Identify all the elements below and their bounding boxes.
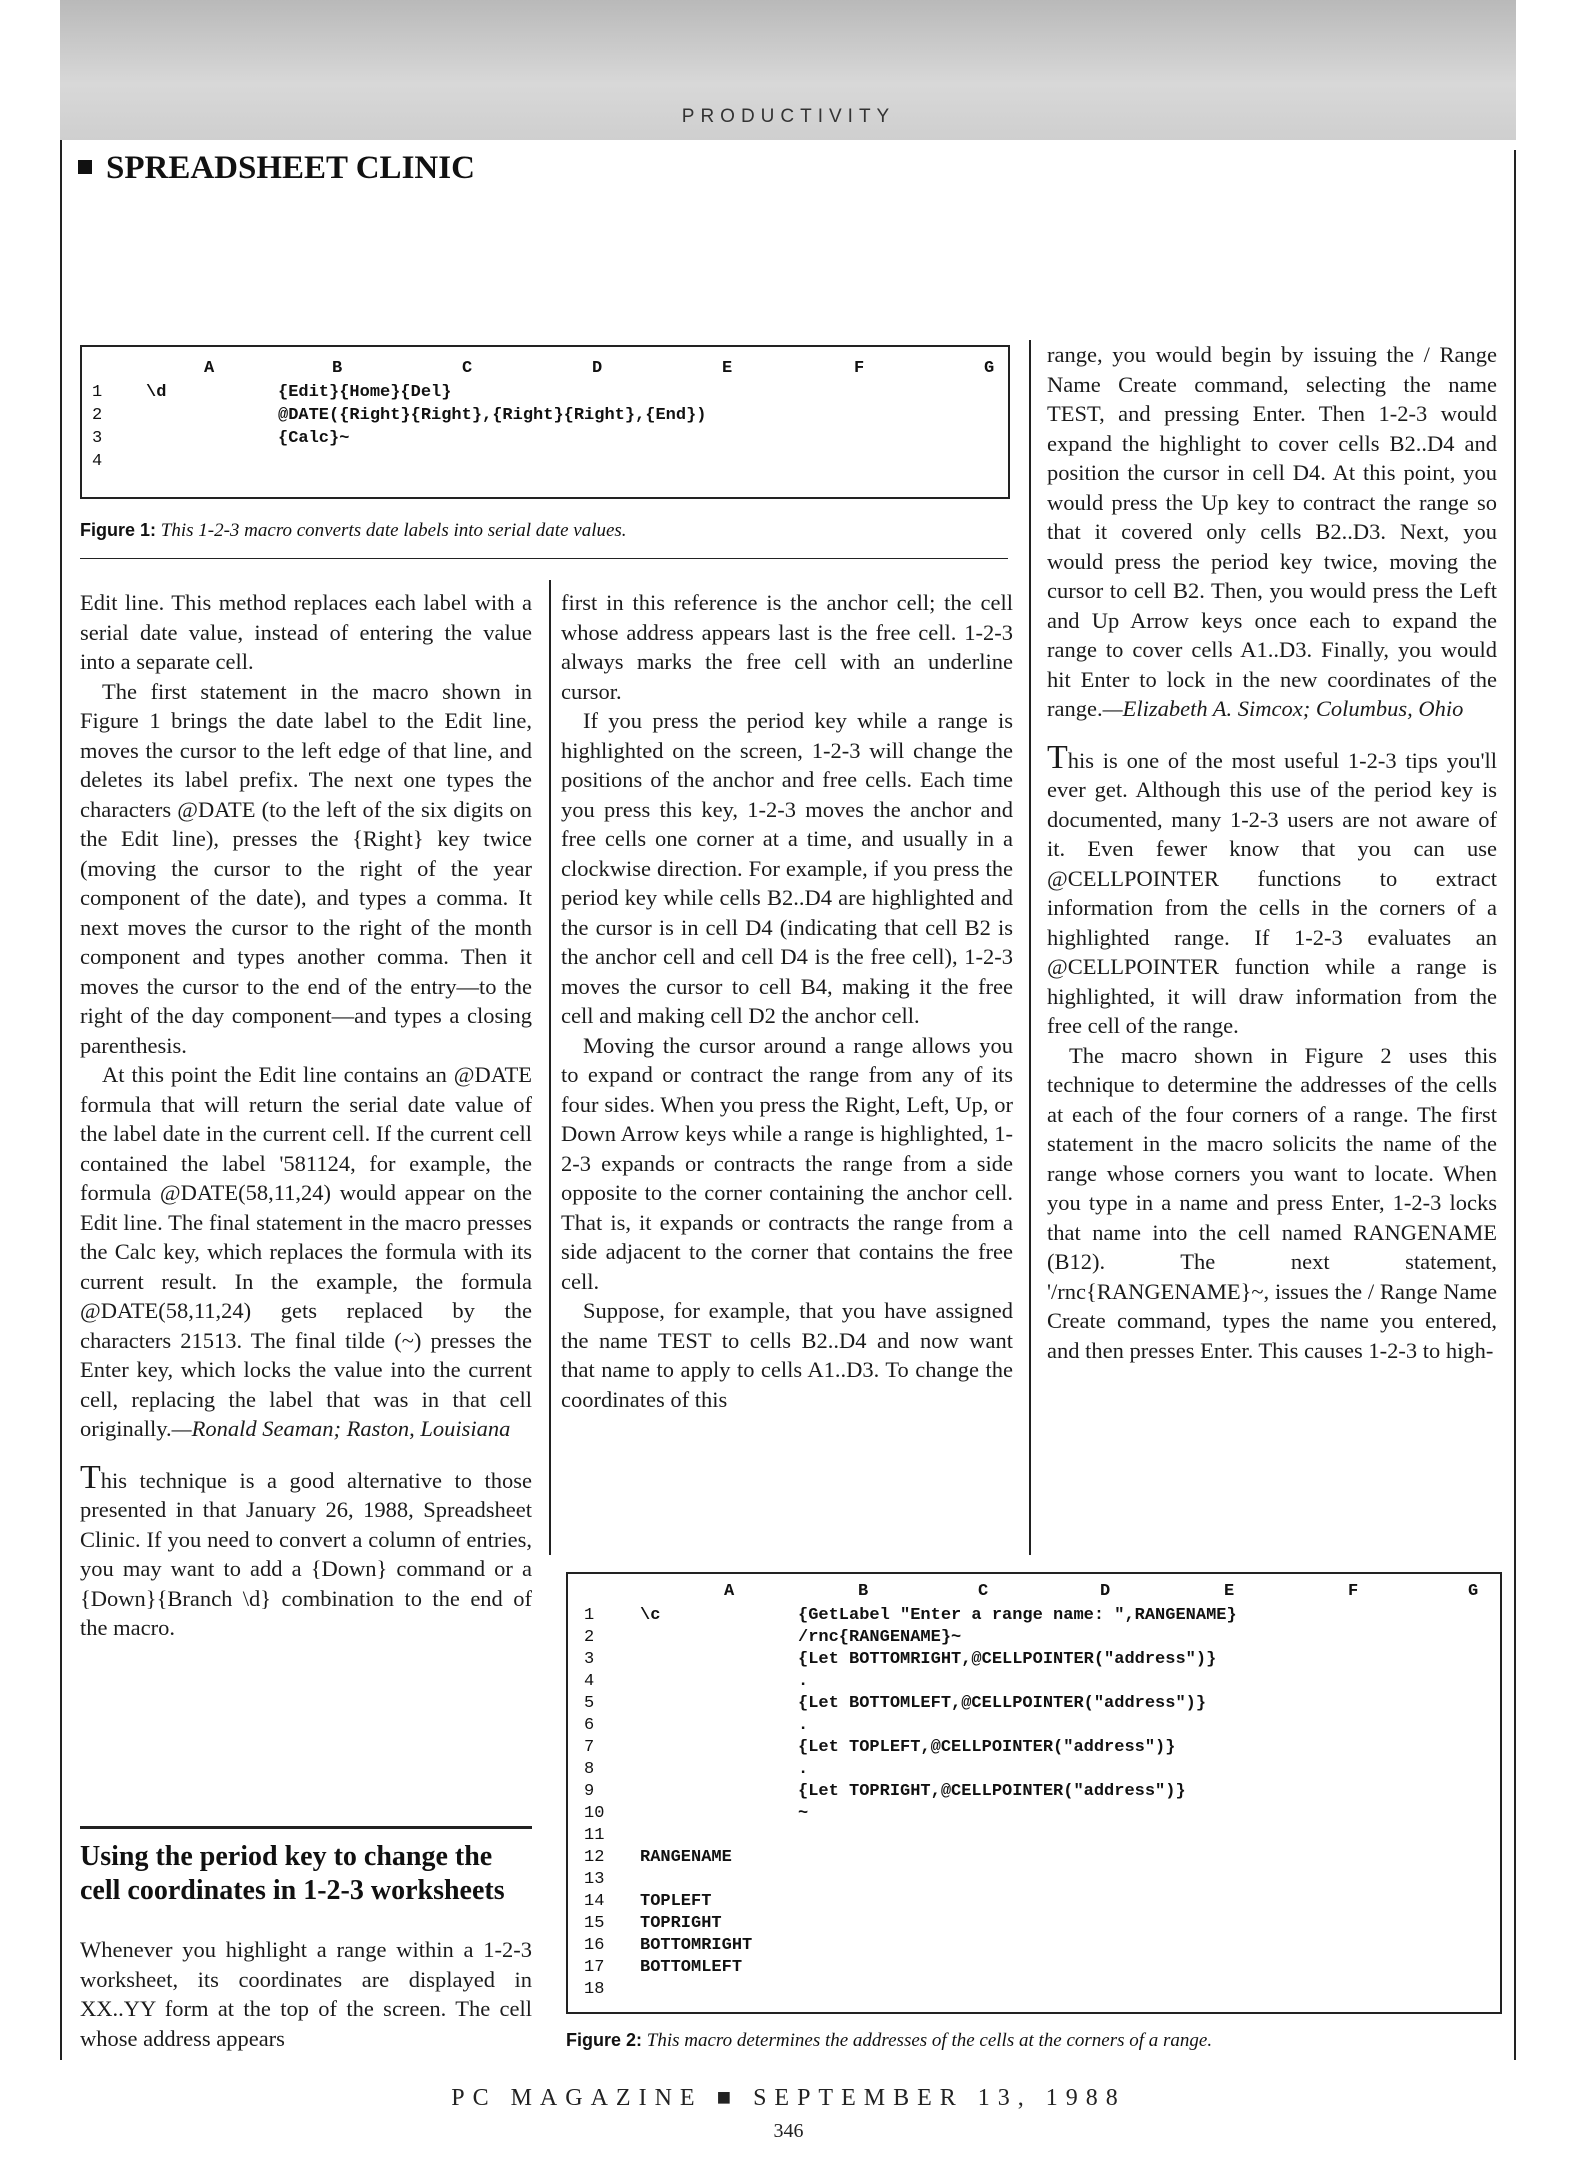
fig2-label-cell: BOTTOMLEFT [640,1958,743,1977]
fig2-row-number: 7 [584,1738,595,1757]
article-column-1 [80,588,532,1643]
fig1-row-number: 3 [92,429,103,448]
paragraph: Moving the cursor around a range allows you to expand or contract the range from any of its four sides. When you press the Right, Left, Up, or Down Arrow keys while a range is highlighted, 1-2-3 expands or contracts the range from a side opposite to the corner containing the anchor cell. That is, it expands or contracts the range from a side adjacent to the corner that contains the free cell. [561,1032,1013,1294]
figure1-rule [80,558,1008,559]
fig2-row-number: 11 [584,1826,605,1845]
fig2-row-number: 1 [584,1606,595,1625]
figure2-caption-text: This macro determines the addresses of the cells at the corners of a range. [646,2030,1213,2051]
subhead-rule [80,1826,532,1829]
article-column-2 [561,588,1013,1414]
fig2-row-number: 3 [584,1650,595,1669]
fig2-col-header: C [978,1582,989,1601]
paragraph: This technique is a good alternative to those presented in that January 26, 1988, Spreadsheet Clinic. If you need to convert a column of entries, you may want to add a {Down} command or a {Down}{Branch \d} combination to the end of the macro. [80,1458,532,1640]
fig2-row-number: 12 [584,1848,605,1867]
fig1-row-number: 1 [92,383,103,402]
paragraph: Whenever you highlight a range within a 1-2-3 worksheet, its coordinates are displayed in XX..YY form at the top of the screen. The cell whose address appears [80,1937,532,2051]
fig2-col-header: E [1224,1582,1235,1601]
fig2-row-number: 5 [584,1694,595,1713]
fig2-label-cell: BOTTOMRIGHT [640,1936,753,1955]
col-divider-2 [1029,340,1031,1555]
paragraph: Suppose, for example, that you have assigned the name TEST to cells B2..D4 and now want that name to apply to cells A1..D3. To change the coordinates of this [561,1298,1013,1412]
bullet-square-icon [78,160,92,174]
fig2-row-number: 6 [584,1716,595,1735]
paragraph: Edit line. This method replaces each label with a serial date value, instead of entering the value into a separate cell. [80,590,532,674]
fig2-row-number: 16 [584,1936,605,1955]
column-title: SPREADSHEET CLINIC [78,150,475,187]
article-column-1-end [80,1935,532,2053]
footer-separator-icon: ■ [716,2085,740,2111]
byline: —Elizabeth A. Simcox; Columbus, Ohio [1102,696,1464,721]
fig2-code-line: {Let BOTTOMRIGHT,@CELLPOINTER("address")} [798,1650,1217,1669]
fig1-cell-a1: \d [146,383,167,402]
figure1-caption-label: Figure 1: [80,520,157,540]
fig1-col-header: A [204,359,215,378]
fig1-col-header: B [332,359,343,378]
fig2-code-line: {Let TOPRIGHT,@CELLPOINTER("address")} [798,1782,1186,1801]
fig1-col-header: C [462,359,473,378]
left-rule [60,140,62,2060]
fig1-row-number: 4 [92,452,103,471]
paragraph: first in this reference is the anchor cell; the cell whose address appears last is the free cell. 1-2-3 always marks the free cell with an underline cursor. [561,590,1013,704]
paragraph: At this point the Edit line contains an @DATE formula that will return the serial date value of the label date in the current cell. If the current cell contained the label '581124, for example, the formula @DATE(58,11,24) would appear on the Edit line. The final statement in the macro presses the Calc key, which replaces the formula with its current result. In the example, the formula @DATE(58,11,24) gets replaced by the characters 21513. The final tilde (~) presses the Enter key, which locks the value into the current cell, replacing the label that was in that cell originally.—Ronald Seaman; Raston, Louisiana [80,1062,532,1441]
figure1-caption [80,520,627,542]
paragraph: If you press the period key while a range is highlighted on the screen, 1-2-3 will change the positions of the anchor and free cells. Each time you press this key, 1-2-3 moves the anchor and free cells one corner at a time, and usually in a clockwise direction. For example, if you press the period key while cells B2..D4 are highlighted and the cursor is in cell D4 (indicating that cell B2 is the anchor cell and cell D4 is the free cell), 1-2-3 moves the cursor to cell B4, making it the free cell and making cell D2 the anchor cell. [561,708,1013,1028]
fig2-row-number: 9 [584,1782,595,1801]
fig2-row-number: 14 [584,1892,605,1911]
fig2-label-cell: TOPLEFT [640,1892,712,1911]
figure1-box [80,345,1010,499]
fig2-code-line: /rnc{RANGENAME}~ [798,1628,962,1647]
fig2-label-cell: TOPRIGHT [640,1914,722,1933]
fig2-row-number: 18 [584,1980,605,1999]
fig1-code-line: {Edit}{Home}{Del} [278,383,452,402]
fig1-code-line: @DATE({Right}{Right},{Right}{Right},{End}) [278,406,707,425]
section-label: PRODUCTIVITY [681,106,896,127]
fig2-code-line: . [798,1716,809,1735]
drop-letter: T [80,1458,101,1496]
byline: —Ronald Seaman; Raston, Louisiana [171,1416,511,1441]
article-column-3 [1047,340,1497,1365]
fig1-col-header: D [592,359,603,378]
paragraph: The macro shown in Figure 2 uses this technique to determine the addresses of the cells at each of the four corners of a range. The first statement in the macro solicits the name of the range whose corners you want to locate. When you type in a name and press Enter, 1-2-3 locks that name into the cell named RANGENAME (B12). The next statement, '/rnc{RANGENAME}~, issues the / Range Name Create command, types the name you entered, and then presses Enter. This causes 1-2-3 to high- [1047,1042,1497,1363]
footer-date: SEPTEMBER 13, 1988 [753,2085,1126,2111]
fig2-label-cell: RANGENAME [640,1848,732,1867]
fig1-code-line: {Calc}~ [278,429,350,448]
fig2-row-number: 10 [584,1804,605,1823]
drop-letter: T [1047,738,1068,776]
figure2-box [566,1572,1502,2014]
fig2-code-line: ~ [798,1804,809,1823]
fig2-row-number: 2 [584,1628,595,1647]
fig2-col-header: B [858,1582,869,1601]
fig2-code-line: . [798,1672,809,1691]
fig2-col-header: D [1100,1582,1111,1601]
fig1-row-number: 2 [92,406,103,425]
fig2-col-header: F [1348,1582,1359,1601]
fig2-code-line: {GetLabel "Enter a range name: ",RANGENAME} [798,1606,1237,1625]
fig2-row-number: 15 [584,1914,605,1933]
fig2-row-number: 4 [584,1672,595,1691]
fig2-row-number: 17 [584,1958,605,1977]
figure2-caption [566,2030,1212,2052]
right-rule [1514,150,1516,2060]
figure2-caption-label: Figure 2: [566,2030,643,2050]
fig2-row-number: 13 [584,1870,605,1889]
col-divider-1 [549,580,551,1555]
paragraph: This is one of the most useful 1-2-3 tips you'll ever get. Although this use of the period key is documented, many 1-2-3 users are not aware of it. Even fewer know that you can use @CELLPOINTER functions to extract information from the cells in the corners of a highlighted range. If 1-2-3 evaluates an @CELLPOINTER function while a range is highlighted, it will draw information from the free cell of the range. [1047,738,1497,1038]
paragraph: range, you would begin by issuing the / Range Name Create command, selecting the name TEST, and pressing Enter. Then 1-2-3 would expand the highlight to cover cells B2..D4 and position the cursor in cell D4. At this point, you would press the Up key to contract the range so that it covered only cells B2..D3. Next, you would press the period key twice, moving the cursor to cell B2. Then, you would press the Left and Up Arrow keys once each to expand the range to cover cells A1..D3. Finally, you would hit Enter to lock in the new coordinates of the range.—Elizabeth A. Simcox; Columbus, Ohio [1047,342,1497,721]
page-footer [0,2085,1577,2112]
fig2-col-header: G [1468,1582,1479,1601]
fig1-col-header: F [854,359,865,378]
figure1-caption-text: This 1-2-3 macro converts date labels into serial date values. [160,520,627,541]
fig2-code-line: {Let TOPLEFT,@CELLPOINTER("address")} [798,1738,1176,1757]
fig2-code-line: . [798,1760,809,1779]
subhead: Using the period key to change the cell coordinates in 1-2-3 worksheets [80,1841,505,1906]
footer-magazine: PC MAGAZINE [451,2085,703,2111]
page-number: 346 [773,2120,804,2142]
fig2-col-header: A [724,1582,735,1601]
fig2-code-line: {Let BOTTOMLEFT,@CELLPOINTER("address")} [798,1694,1207,1713]
fig2-cell-a1: \c [640,1606,661,1625]
fig1-col-header: G [984,359,995,378]
paragraph: The first statement in the macro shown in Figure 1 brings the date label to the Edit line, moves the cursor to the left edge of that line, and deletes its label prefix. The next one types the characters @DATE (to the left of the six digits on the Edit line), presses the {Right} key twice (moving the cursor to the right of the year component of the date), and types a comma. It next moves the cursor to the right of the month component and types another comma. Then it moves the cursor to the end of the entry—to the right of the day component—and types a closing parenthesis. [80,678,532,1058]
fig2-row-number: 8 [584,1760,595,1779]
fig1-col-header: E [722,359,733,378]
